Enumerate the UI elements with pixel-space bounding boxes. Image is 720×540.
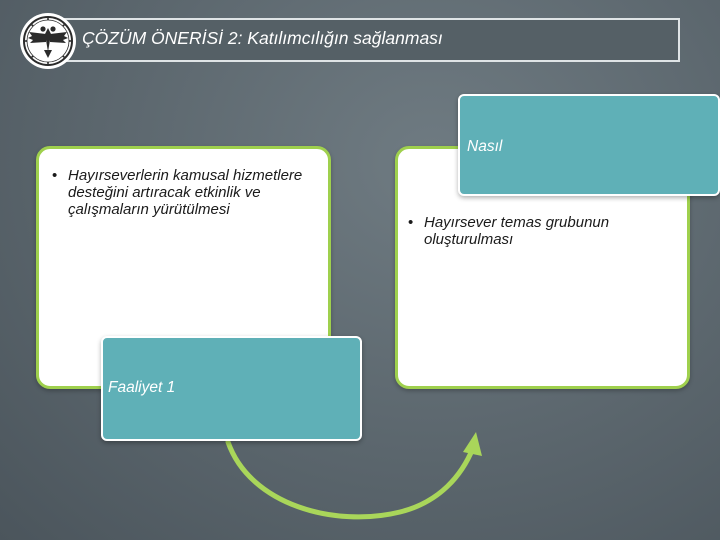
- how-label: Nasıl: [467, 138, 503, 155]
- right-bullet-list: [408, 214, 678, 248]
- left-bullet-list: [52, 167, 312, 218]
- activity-label: Faaliyet 1: [108, 379, 176, 396]
- page-title: ÇÖZÜM ÖNERİSİ 2: Katılımcılığın sağlanması: [82, 28, 443, 48]
- right-bullet-item: • Hayırsever temas grubunun oluşturulması: [408, 214, 678, 248]
- left-bullet-item: • Hayırseverlerin kamusal hizmetlere desteğini artıracak etkinlik ve çalışmaların yürütülmesi: [52, 167, 312, 218]
- double-headed-eagle-emblem-icon: [19, 12, 77, 70]
